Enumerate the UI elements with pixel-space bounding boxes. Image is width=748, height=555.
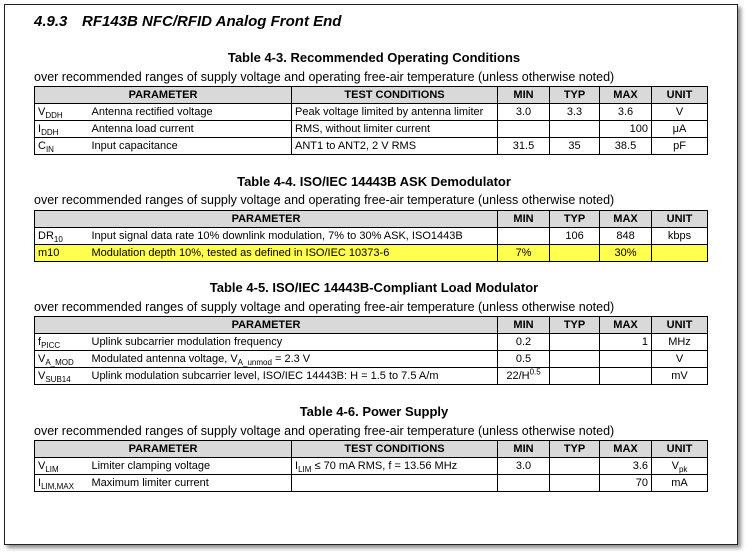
- unit-cell: MHz: [652, 334, 708, 351]
- table-4-5: [34, 316, 708, 385]
- header-typ: TYP: [550, 211, 600, 228]
- table-row: [35, 475, 708, 492]
- max-cell: 38.5: [600, 138, 652, 155]
- typ-cell: 106: [550, 228, 600, 245]
- header-parameter: PARAMETER: [35, 317, 498, 334]
- test-cell: ANT1 to ANT2, 2 V RMS: [292, 138, 498, 155]
- typ-cell: [550, 334, 600, 351]
- header-max: MAX: [600, 317, 652, 334]
- table-row: [35, 104, 708, 121]
- table-header-row: [35, 317, 708, 334]
- header-unit: UNIT: [652, 317, 708, 334]
- description-cell: Modulated antenna voltage, $V_{A\_unmod} = 2.3$ V: [89, 351, 498, 368]
- description-cell: Uplink subcarrier modulation frequency: [89, 334, 498, 351]
- header-parameter: PARAMETER: [35, 211, 498, 228]
- description-cell: Antenna load current: [89, 121, 292, 138]
- header-parameter: PARAMETER: [35, 441, 292, 458]
- header-unit: UNIT: [652, 211, 708, 228]
- max-cell: 100: [600, 121, 652, 138]
- header-max: MAX: [600, 211, 652, 228]
- max-cell: 1: [600, 334, 652, 351]
- header-parameter: PARAMETER: [35, 87, 292, 104]
- description-cell: Input signal data rate 10% downlink modulation, 7% to 30% ASK, ISO1443B: [89, 228, 498, 245]
- unit-cell: μA: [652, 121, 708, 138]
- table-4-4-caption: Table 4-4. ISO/IEC 14443B ASK Demodulator: [237, 174, 511, 189]
- table-row: [35, 368, 708, 385]
- test-cell: $I_{LIM} \le 70$ mA RMS, f = 13.56 MHz: [292, 458, 498, 475]
- section-title: RF143B NFC/RFID Analog Front End: [82, 13, 342, 30]
- symbol-cell: $f_{PICC}$: [35, 334, 89, 351]
- min-cell: 3.0: [498, 104, 550, 121]
- max-cell: 3.6: [600, 104, 652, 121]
- unit-cell: $V_{pk}$: [652, 458, 708, 475]
- description-cell: Modulation depth 10%, tested as defined in ISO/IEC 10373-6: [89, 245, 498, 262]
- header-max: MAX: [600, 441, 652, 458]
- min-cell: [498, 475, 550, 492]
- description-cell: Input capacitance: [89, 138, 292, 155]
- typ-cell: 35: [550, 138, 600, 155]
- header-min: MIN: [498, 87, 550, 104]
- unit-cell: [652, 245, 708, 262]
- description-cell: Uplink modulation subcarrier level, ISO/IEC 14443B: H = 1.5 to 7.5 A/m: [89, 368, 498, 385]
- min-cell: [498, 121, 550, 138]
- typ-cell: [550, 121, 600, 138]
- table-row: [35, 334, 708, 351]
- table-4-4-conditions-note: over recommended ranges of supply voltage and operating free-air temperature (unless otherwise noted): [34, 193, 615, 207]
- max-cell: 848: [600, 228, 652, 245]
- typ-cell: [550, 475, 600, 492]
- min-cell: 3.0: [498, 458, 550, 475]
- table-4-3: [34, 86, 708, 155]
- symbol-cell: $DR_{10}$: [35, 228, 89, 245]
- header-typ: TYP: [550, 87, 600, 104]
- header-unit: UNIT: [652, 87, 708, 104]
- table-header-row: [35, 87, 708, 104]
- typ-cell: 3.3: [550, 104, 600, 121]
- header-unit: UNIT: [652, 441, 708, 458]
- table-4-3-caption: Table 4-3. Recommended Operating Conditions: [227, 50, 521, 65]
- typ-cell: [550, 245, 600, 262]
- section-number: 4.9.3: [34, 13, 68, 30]
- typ-cell: [550, 368, 600, 385]
- header-typ: TYP: [550, 441, 600, 458]
- max-cell: [600, 351, 652, 368]
- table-4-6-conditions-note: over recommended ranges of supply voltage and operating free-air temperature (unless otherwise noted): [34, 424, 615, 438]
- header-min: MIN: [498, 441, 550, 458]
- symbol-cell: $V_{LIM}$: [35, 458, 89, 475]
- min-cell: 0.2: [498, 334, 550, 351]
- table-row: [35, 351, 708, 368]
- table-header-row: [35, 211, 708, 228]
- min-cell: 31.5: [498, 138, 550, 155]
- description-cell: Limiter clamping voltage: [89, 458, 292, 475]
- max-cell: 3.6: [600, 458, 652, 475]
- min-cell: 0.5: [498, 351, 550, 368]
- unit-cell: mA: [652, 475, 708, 492]
- max-cell: 30%: [600, 245, 652, 262]
- symbol-cell: $I_{DDH}$: [35, 121, 89, 138]
- table-4-4: [34, 210, 708, 262]
- unit-cell: mV: [652, 368, 708, 385]
- max-cell: 70: [600, 475, 652, 492]
- max-cell: [600, 368, 652, 385]
- header-min: MIN: [498, 317, 550, 334]
- table-row: [35, 121, 708, 138]
- test-cell: Peak voltage limited by antenna limiter: [292, 104, 498, 121]
- table-row: [35, 138, 708, 155]
- unit-cell: pF: [652, 138, 708, 155]
- table-row: [35, 228, 708, 245]
- symbol-cell: $V_{SUB14}$: [35, 368, 89, 385]
- typ-cell: [550, 458, 600, 475]
- description-cell: Antenna rectified voltage: [89, 104, 292, 121]
- min-cell: 7%: [498, 245, 550, 262]
- test-cell: [292, 475, 498, 492]
- table-4-6-caption: Table 4-6. Power Supply: [299, 404, 449, 419]
- symbol-cell: $V_{DDH}$: [35, 104, 89, 121]
- header-typ: TYP: [550, 317, 600, 334]
- test-cell: RMS, without limiter current: [292, 121, 498, 138]
- table-4-6: [34, 440, 708, 492]
- section-heading: [34, 13, 341, 30]
- symbol-cell: m10: [35, 245, 89, 262]
- highlighted-table-row: [35, 245, 708, 262]
- min-cell: [498, 228, 550, 245]
- unit-cell: kbps: [652, 228, 708, 245]
- table-header-row: [35, 441, 708, 458]
- table-4-3-conditions-note: over recommended ranges of supply voltage and operating free-air temperature (unless otherwise noted): [34, 70, 615, 84]
- unit-cell: V: [652, 351, 708, 368]
- table-row: [35, 458, 708, 475]
- min-cell: $22/H^{0.5}$: [498, 368, 550, 385]
- header-min: MIN: [498, 211, 550, 228]
- header-test-conditions: TEST CONDITIONS: [292, 441, 498, 458]
- header-test-conditions: TEST CONDITIONS: [292, 87, 498, 104]
- description-cell: Maximum limiter current: [89, 475, 292, 492]
- unit-cell: V: [652, 104, 708, 121]
- table-4-5-conditions-note: over recommended ranges of supply voltage and operating free-air temperature (unless otherwise noted): [34, 300, 615, 314]
- symbol-cell: $I_{LIM,MAX}$: [35, 475, 89, 492]
- symbol-cell: $C_{IN}$: [35, 138, 89, 155]
- symbol-cell: $V_{A\_MOD}$: [35, 351, 89, 368]
- header-max: MAX: [600, 87, 652, 104]
- table-4-5-caption: Table 4-5. ISO/IEC 14443B-Compliant Load Modulator: [209, 280, 539, 295]
- typ-cell: [550, 351, 600, 368]
